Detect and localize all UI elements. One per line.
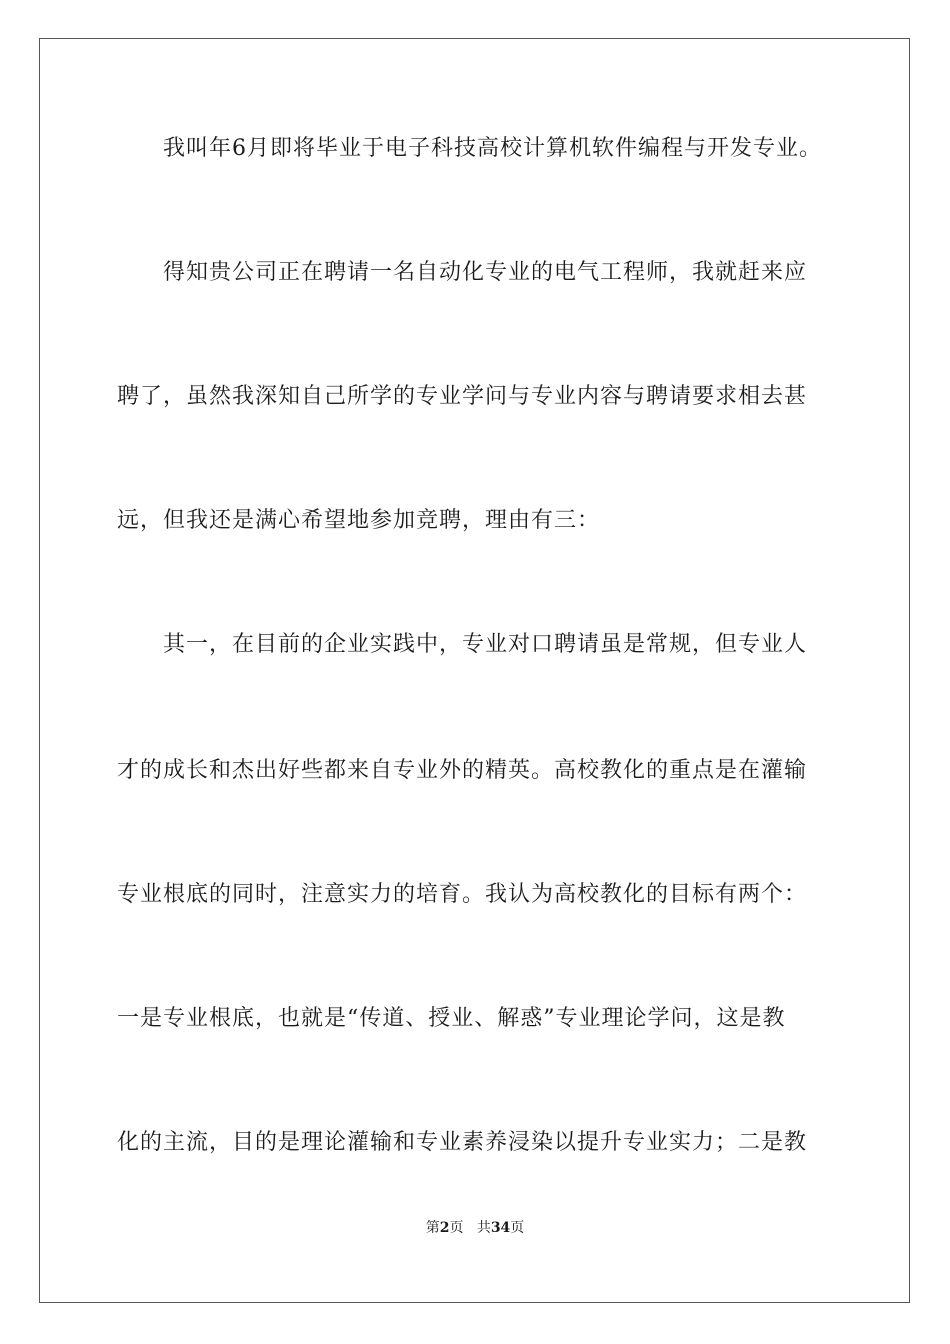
total-pages: 34 <box>490 1220 511 1236</box>
page-suffix: 页 <box>449 1220 464 1236</box>
total-suffix: 页 <box>510 1220 525 1236</box>
total-prefix: 共 <box>476 1220 491 1236</box>
page-prefix: 第 <box>425 1220 440 1236</box>
page-number: 2 <box>439 1220 450 1236</box>
paragraph-line-8: 一是专业根底，也就是“传道、授业、解惑”专业理论学问，这是教 <box>117 1006 786 1031</box>
page-border <box>39 38 910 1303</box>
paragraph-line-6: 才的成长和杰出好些都来自专业外的精英。高校教化的重点是在灌输 <box>117 758 808 783</box>
paragraph-line-5: 其一，在目前的企业实践中，专业对口聘请虽是常规，但专业人 <box>163 632 808 657</box>
paragraph-line-4: 远，但我还是满心希望地参加竞聘，理由有三： <box>117 508 601 533</box>
paragraph-line-7: 专业根底的同时，注意实力的培育。我认为高校教化的目标有两个： <box>117 882 808 907</box>
page-footer <box>0 1218 950 1238</box>
paragraph-line-3: 聘了，虽然我深知自己所学的专业学问与专业内容与聘请要求相去甚 <box>117 384 808 409</box>
paragraph-line-9: 化的主流，目的是理论灌输和专业素养浸染以提升专业实力；二是教 <box>117 1130 808 1155</box>
paragraph-line-2: 得知贵公司正在聘请一名自动化专业的电气工程师，我就赶来应 <box>163 260 808 285</box>
paragraph-line-1: 我叫年6月即将毕业于电子科技高校计算机软件编程与开发专业。 <box>163 136 822 161</box>
